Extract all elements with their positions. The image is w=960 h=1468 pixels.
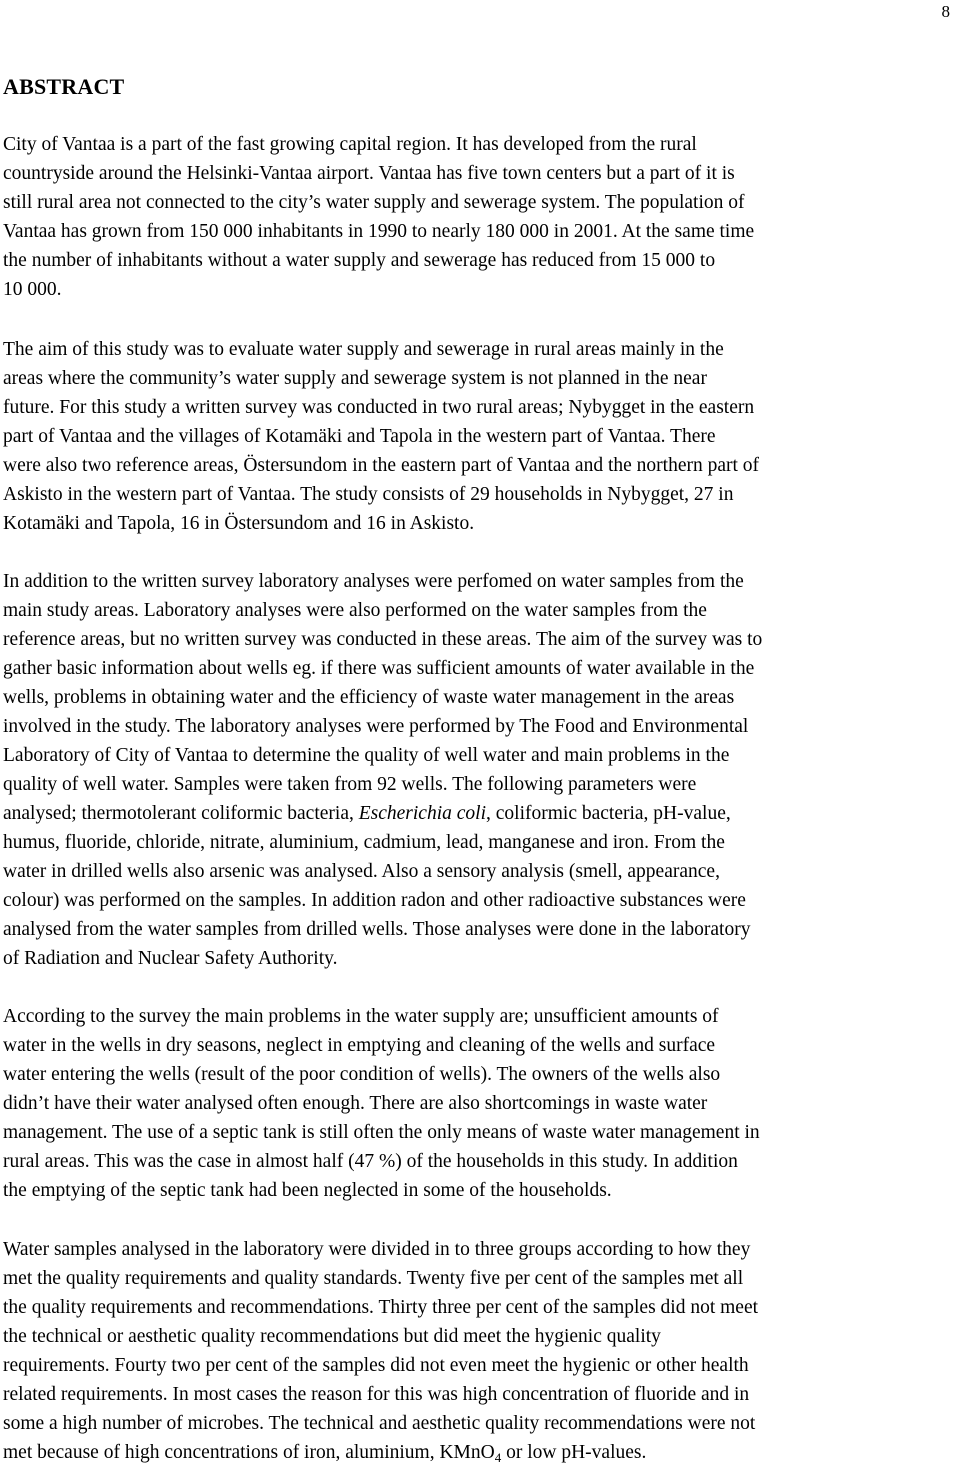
text-line: the number of inhabitants without a water supply and sewerage has reduced from 15 000 to xyxy=(3,250,716,271)
text-line: Kotamäki and Tapola, 16 in Östersundom and 16 in Askisto. xyxy=(3,513,475,534)
text-line: gather basic information about wells eg. if there was sufficient amounts of water available in the xyxy=(3,658,755,679)
text-line: still rural area not connected to the city’s water supply and sewerage system. The population of xyxy=(3,192,745,213)
text-line: part of Vantaa and the villages of Kotamäki and Tapola in the western part of Vantaa. There xyxy=(3,426,716,447)
text-segment: , coliformic bacteria, pH-value, xyxy=(486,803,731,824)
text-line: main study areas. Laboratory analyses were also performed on the water samples from the xyxy=(3,600,707,621)
text-line: of Radiation and Nuclear Safety Authority. xyxy=(3,948,338,969)
abstract-paragraph-3 xyxy=(3,567,957,973)
abstract-paragraph-2 xyxy=(3,335,957,538)
text-line xyxy=(3,1438,957,1467)
text-line: the quality requirements and recommendations. Thirty three per cent of the samples did not meet xyxy=(3,1297,759,1318)
text-line: future. For this study a written survey was conducted in two rural areas; Nybygget in the eastern xyxy=(3,397,755,418)
text-line: Askisto in the western part of Vantaa. The study consists of 29 households in Nybygget, 27 in xyxy=(3,484,734,505)
text-line: management. The use of a septic tank is still often the only means of waste water management in xyxy=(3,1122,760,1143)
text-line: some a high number of microbes. The technical and aesthetic quality recommendations were not xyxy=(3,1413,756,1434)
text-line: City of Vantaa is a part of the fast growing capital region. It has developed from the rural xyxy=(3,134,697,155)
text-line: Water samples analysed in the laboratory were divided in to three groups according to how they xyxy=(3,1239,751,1260)
text-line: According to the survey the main problems in the water supply are; unsufficient amounts of xyxy=(3,1006,719,1027)
text-line: 10 000. xyxy=(3,279,62,300)
text-segment: or low pH-values. xyxy=(501,1442,647,1463)
text-segment: met because of high concentrations of iron, aluminium, KMnO xyxy=(3,1442,495,1463)
abstract-paragraph-1 xyxy=(3,130,957,304)
text-line: didn’t have their water analysed often enough. There are also shortcomings in waste water xyxy=(3,1093,708,1114)
text-line: humus, fluoride, chloride, nitrate, aluminium, cadmium, lead, manganese and iron. From the xyxy=(3,832,725,853)
text-line: The aim of this study was to evaluate water supply and sewerage in rural areas mainly in the xyxy=(3,339,724,360)
text-line: Vantaa has grown from 150 000 inhabitants in 1990 to nearly 180 000 in 2001. At the same time xyxy=(3,221,755,242)
text-line: were also two reference areas, Östersundom in the eastern part of Vantaa and the northern part of xyxy=(3,455,760,476)
text-line: countryside around the Helsinki-Vantaa airport. Vantaa has five town centers but a part of it is xyxy=(3,163,735,184)
abstract-paragraph-5 xyxy=(3,1235,957,1467)
text-line: rural areas. This was the case in almost half (47 %) of the households in this study. In addition xyxy=(3,1151,738,1172)
text-line: related requirements. In most cases the reason for this was high concentration of fluoride and in xyxy=(3,1384,750,1405)
text-segment: analysed; thermotolerant coliformic bacteria, xyxy=(3,803,359,824)
species-name: Escherichia coli xyxy=(358,803,486,824)
text-line: water in drilled wells also arsenic was analysed. Also a sensory analysis (smell, appearance, xyxy=(3,861,720,882)
text-line: reference areas, but no written survey was conducted in these areas. The aim of the survey was to xyxy=(3,629,763,650)
text-line xyxy=(3,799,957,828)
text-line: requirements. Fourty two per cent of the samples did not even meet the hygienic or other health xyxy=(3,1355,749,1376)
chemical-subscript: 4 xyxy=(494,1450,502,1465)
text-line: the emptying of the septic tank had been neglected in some of the households. xyxy=(3,1180,612,1201)
text-line: water entering the wells (result of the poor condition of wells). The owners of the wells also xyxy=(3,1064,721,1085)
text-line: colour) was performed on the samples. In addition radon and other radioactive substances were xyxy=(3,890,746,911)
abstract-paragraph-4 xyxy=(3,1002,957,1205)
text-line: quality of well water. Samples were taken from 92 wells. The following parameters were xyxy=(3,774,697,795)
text-line: the technical or aesthetic quality recommendations but did meet the hygienic quality xyxy=(3,1326,661,1347)
text-line: analysed from the water samples from drilled wells. Those analyses were done in the laboratory xyxy=(3,919,751,940)
abstract-heading: ABSTRACT xyxy=(3,74,125,99)
page-number: 8 xyxy=(941,2,950,21)
text-line: In addition to the written survey laboratory analyses were perfomed on water samples from the xyxy=(3,571,744,592)
text-line: wells, problems in obtaining water and the efficiency of waste water management in the areas xyxy=(3,687,735,708)
text-line: water in the wells in dry seasons, neglect in emptying and cleaning of the wells and surface xyxy=(3,1035,716,1056)
text-line: Laboratory of City of Vantaa to determine the quality of well water and main problems in the xyxy=(3,745,730,766)
text-line: areas where the community’s water supply and sewerage system is not planned in the near xyxy=(3,368,707,389)
text-line: met the quality requirements and quality standards. Twenty five per cent of the samples met all xyxy=(3,1268,744,1289)
text-line: involved in the study. The laboratory analyses were performed by The Food and Environmental xyxy=(3,716,749,737)
